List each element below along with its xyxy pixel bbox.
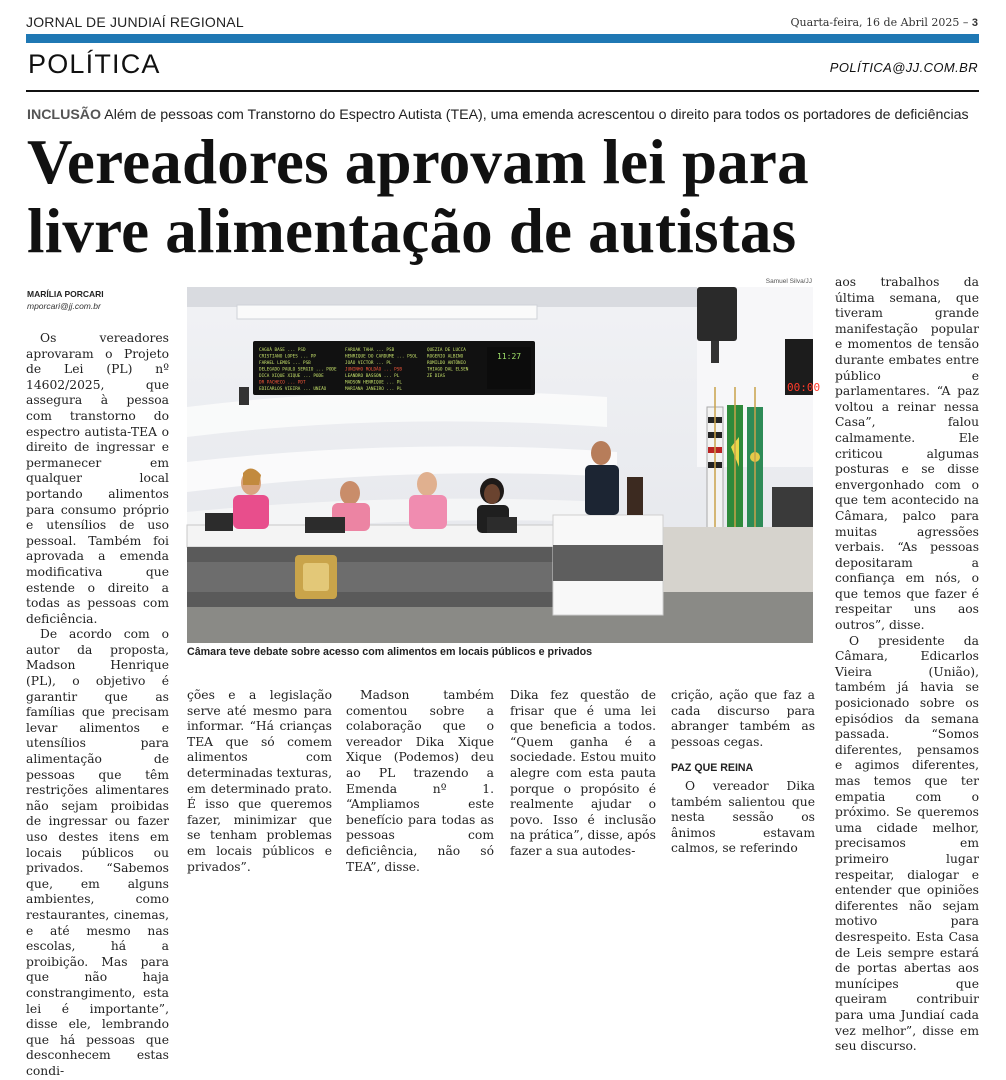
paper-name: JORNAL DE JUNDIAÍ REGIONAL [26, 14, 244, 30]
panel-mid-0: FARUAK TAHA ... PSB [345, 348, 395, 353]
panel-right-1: ROGERIO ALBINO [427, 354, 464, 360]
date-dash: – [962, 16, 969, 29]
panel-mid-3: JUNINHO ROLDÃO ... PSB [345, 367, 402, 373]
section-title: POLÍTICA [28, 49, 161, 79]
panel-right-2: ROMILDO ANTÔNIO [427, 361, 466, 366]
column-5 [671, 688, 815, 857]
panel-left-6: EDICARLOS VIEIRA ... UNIÃO [259, 387, 327, 392]
headline-line-2: livre alimentação de autistas [27, 196, 797, 266]
panel-left-4: DICA XIQUE XIQUE ... PODE [259, 374, 324, 379]
column-6 [835, 275, 979, 1055]
date-line [791, 16, 978, 29]
column-4 [510, 688, 656, 860]
author-name: MARÍLIA PORCARI [27, 289, 104, 299]
header-accent-bar [26, 34, 979, 43]
column-3 [346, 688, 494, 875]
c2-paragraph: ções e a legislação serve até mesmo para informar. “Há crianças TEA que só comem alimentos com determinadas texturas, em determinado prato. É isso que queremos fazer, minimizar que se tenham problemas em locais públicos e privados”. [187, 688, 332, 874]
c5-paragraph-1: crição, ação que faz a cada discurso para abranger também as pessoas cegas. [671, 688, 815, 749]
panel-left-2: FARHEL LEMOS ... PSB [259, 361, 311, 366]
page-number: 3 [971, 17, 978, 29]
headline [27, 128, 987, 266]
panel-mid-2: JOÃO VICTOR ... PL [345, 361, 392, 366]
panel-mid-1: HENRIQUE DO CARDUME ... PSOL [345, 354, 418, 360]
column-2 [187, 688, 332, 875]
panel-mid-6: MARIANA JANEIRO ... PL [345, 387, 402, 392]
header-divider [26, 90, 979, 92]
c5-paragraph-2: O vereador Dika também salientou que nesta sessão os ânimos estavam calmos, se referindo [671, 778, 815, 856]
issue-date: Quarta-feira, 16 de Abril 2025 [790, 16, 960, 29]
kicker: INCLUSÃO [27, 107, 102, 123]
article-photo [187, 287, 821, 643]
photo-caption: Câmara teve debate sobre acesso com alimentos em locais públicos e privados [187, 646, 593, 658]
c6-paragraph-2: O presidente da Câmara, Edicarlos Vieira (União), também já havia se posicionado sobre os episódios da semana passada. “Somos diferentes, pensamos e agimos diferentes, mas temos que ter empatia com o próximo. Se queremos uma cidade melhor, precisamos em primeiro lugar respeitar, dialogar e entender que opiniões diferentes não sejam motivo para desrespeito. Esta Casa de Leis sempre estará de portas abertas aos munícipes que queiram contribuir para uma Jundiaí cada vez melhor”, disse em seu discurso. [835, 633, 979, 1054]
c3-paragraph: Madson também comentou sobre a colaboração que o vereador Dika Xique Xique (Podemos) deu ao PL trazendo a Emenda nº 1. “Ampliamos este benefício para todas as pessoas com deficiência, não só TEA”, disse. [346, 688, 494, 874]
photo-credit: Samuel Silva/JJ [765, 278, 812, 285]
red-clock: 00:00 [787, 381, 821, 394]
author-email[interactable]: mporcari@jj.com.br [27, 301, 101, 311]
subhead: PAZ QUE REINA [671, 762, 754, 775]
panel-left-3: DELEGADO PAULO SERGIO ... PODE [259, 367, 337, 373]
panel-right-4: ZÉ DIAS [427, 374, 446, 379]
headline-line-1: Vereadores aprovam lei para [27, 127, 809, 197]
column-1 [26, 331, 169, 1080]
c4-paragraph: Dika fez questão de frisar que é uma lei que beneficia a todos. “Quem ganha é a sociedade. Estou muito alegre com esta pauta porque o propósito é realmente ajudar o povo. Isso é inclusão na prática”, disse, após fazer a sua autodes- [510, 688, 656, 858]
panel-right-3: THIAGO DAL ELSEN [427, 367, 469, 373]
c6-paragraph-1: aos trabalhos da última semana, que tiveram grande manifestação popular e momentos de tensão durante embates entre público e parlamentares. “A paz voltou a reinar nessa Casa”, falou calmamente. Ele criticou algumas posturas e se disse envergonhado com o que tem acontecido na Câmara, palco para muitas agressões verbais. “As pessoas depositaram a confiança em nós, o que temos que fazer é respeitar uns aos outros”, disse. [835, 275, 979, 633]
panel-left-1: CRISTIANO LOPES ... PP [259, 354, 316, 360]
panel-mid-4: LEANDRO BASSON ... PL [345, 374, 400, 379]
section-email[interactable]: POLÍTICA@JJ.COM.BR [829, 60, 978, 75]
subtitle-line [27, 107, 987, 123]
c1-paragraph-1: Os vereadores aprovaram o Projeto de Lei (PL) nº 14602/2025, que assegura à pessoa com transtorno do espectro autista-TEA o direito de ingressar e permanecer em qualquer local portando alimentos para consumo próprio e utensílios de uso pessoal. Também foi aprovada a emenda modificativa que estende o direito a todas as pessoas com deficiência. [26, 331, 169, 626]
subtitle: Além de pessoas com Transtorno do Espectro Autista (TEA), uma emenda acrescentou o direito para todos os portadores de deficiências [104, 107, 969, 123]
panel-left-5: DR PACHECO ... PDT [259, 380, 306, 386]
panel-clock: 11:27 [497, 352, 522, 361]
panel-left-0: CAGUÁ BASE ... PSD [259, 348, 306, 353]
panel-mid-5: MADSON HENRIQUE ... PL [345, 380, 402, 386]
chamber-photo-illustration [187, 287, 821, 643]
panel-right-0: QUEZIA DE LUCCA [427, 348, 466, 353]
c1-paragraph-2: De acordo com o autor da proposta, Madson Henrique (PL), o objetivo é garantir que as famílias que precisam levar alimentos e utensílios para alimentação de pessoas que têm restrições alimentares não sejam proibidas de ingressar ou fazer uso destes itens em locais públicos ou privados. “Sabemos que, em alguns ambientes, como restaurantes, cinemas, e até mesmo nas escolas, há a proibição. Mas para que não haja constrangimento, esta lei é importante”, disse ele, lembrando que há pessoas que desconhecem estas condi- [26, 627, 169, 1078]
